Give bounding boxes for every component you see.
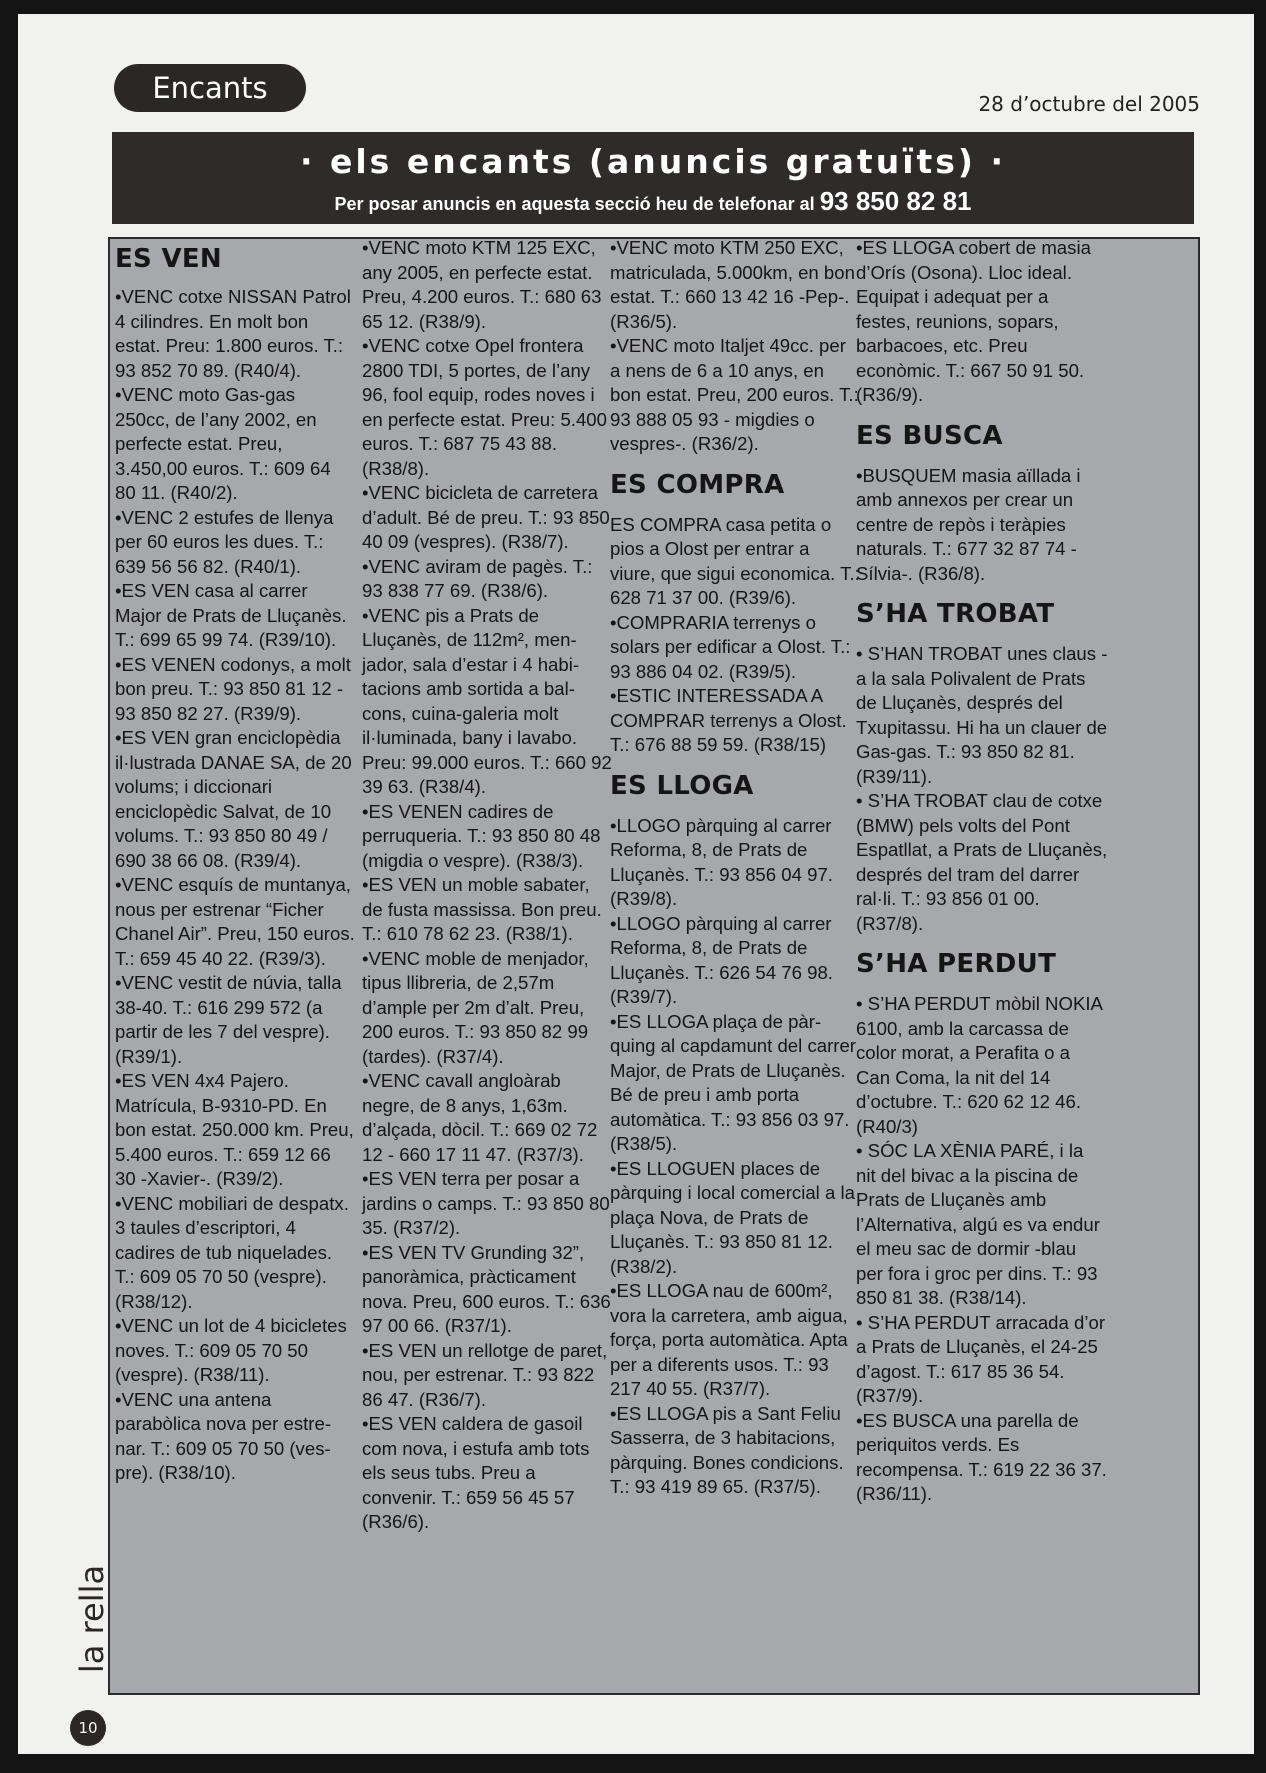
newspaper-page bbox=[18, 14, 1254, 1754]
ad-item: •VENC moto Italjet 49cc. per a nens de 6 a 10 anys, en bon estat. Preu, 200 euros. T.: 93 888 05 93 - migdies o vespres-. (R36/2). bbox=[610, 335, 859, 454]
column-2 bbox=[362, 236, 612, 1535]
ad-item: •ES VEN TV Grunding 32”, panoràmica, pràcticament nova. Preu, 600 euros. T.: 636 97 00 66. (R37/1). bbox=[362, 1241, 611, 1336]
ad-item: •VENC cavall angloàrab negre, de 8 anys, 1,63m. d’alçada, dòcil. T.: 669 02 72 12 - 660 17 11 47. (R37/3). bbox=[362, 1070, 598, 1165]
banner-instructions: Per posar anuncis en aquesta secció heu de telefonar al bbox=[334, 194, 815, 214]
ad-item: •ES VEN casa al carrer Major de Prats de Lluçanès. T.: 699 65 99 74. (R39/10). bbox=[115, 580, 347, 650]
ad-item: •VENC cotxe Opel frontera 2800 TDI, 5 portes, de l’any 96, fool equip, rodes noves i en perfecte estat. Preu: 5.400 euros. T.: 687 75 43 88. (R38/8). bbox=[362, 335, 607, 479]
section-heading-sha-trobat: S’HA TROBAT bbox=[856, 599, 1055, 629]
classifieds-box bbox=[108, 237, 1200, 1695]
ad-item: •VENC esquís de muntanya, nous per estrenar “Ficher Chanel Air”. Preu, 150 euros. T.: 659 45 40 22. (R39/3). bbox=[115, 874, 355, 969]
ad-item: •VENC pis a Prats de Lluçanès, de 112m², menjador, sala d’estar i 4 habitacions amb sortida a balcons, cuina-galeria molt il·luminada, bany i lavabo. Preu: 99.000 euros. T.: 660 92 39 63. (R38/4). bbox=[362, 604, 612, 797]
ad-item: •ES LLOGA nau de 600m², vora la carretera, amb aigua, força, porta automàtica. Apta per a diferents usos. T.: 93 217 40 55. (R37/7). bbox=[610, 1280, 848, 1399]
page-number: 10 bbox=[70, 1710, 106, 1746]
ad-item: •VENC cotxe NISSAN Patrol 4 cilindres. En molt bon estat. Preu: 1.800 euros. T.: 93 852 70 89. (R40/4). bbox=[115, 286, 351, 381]
ad-item: •ES BUSCA una parella de periquitos verds. Es recompensa. T.: 619 22 36 37. (R36/11). bbox=[856, 1409, 1107, 1504]
section-heading-es-compra: ES COMPRA bbox=[610, 469, 785, 500]
ad-item: •VENC mobiliari de despatx. 3 taules d’escriptori, 4 cadires de tub niquelades. T.: 609 05 70 50 (vespre). (R38/12). bbox=[115, 1192, 349, 1312]
classifieds-banner bbox=[112, 132, 1194, 224]
ad-item: •ES VENEN codonys, a molt bon preu. T.: 93 850 81 12 - 93 850 82 27. (R39/9). bbox=[115, 653, 351, 724]
column-1 bbox=[115, 243, 355, 1486]
section-heading-es-lloga: ES LLOGA bbox=[610, 770, 754, 801]
ad-item: •ES LLOGA pis a Sant Feliu Sasserra, de 3 habitacions, pàrquing. Bones condicions. T.: 93 419 89 65. (R37/5). bbox=[610, 1402, 844, 1497]
column-3 bbox=[610, 236, 860, 1500]
ad-item: • S’HA PERDUT mòbil NOKIA 6100, amb la carcassa de color morat, a Perafita o a Can Coma, la nit del 14 d’octubre. T.: 620 62 12 46. (R40/3) bbox=[856, 993, 1102, 1137]
ad-item: •COMPRARIA terrenys o solars per edificar a Olost. T.: 93 886 04 02. (R39/5). bbox=[610, 611, 851, 682]
ad-item: •ESTIC INTERESSADA A COMPRAR terrenys a Olost. T.: 676 88 59 59. (R38/15) bbox=[610, 685, 847, 755]
section-heading-es-busca: ES BUSCA bbox=[856, 420, 1003, 451]
ad-item: •ES LLOGA plaça de pàrquing al capdamunt del carrer Major, de Prats de Lluçanès. Bé de preu i amb porta automàtica. T.: 93 856 03 97. (R38/5). bbox=[610, 1010, 856, 1154]
ad-item: •ES LLOGUEN places de pàrquing i local comercial a la plaça Nova, de Prats de Lluçanès. T.: 93 850 81 12. (R38/2). bbox=[610, 1157, 855, 1277]
column-4 bbox=[856, 236, 1108, 1507]
ad-item: •LLOGO pàrquing al carrer Reforma, 8, de Prats de Lluçanès. T.: 626 54 76 98. (R39/7). bbox=[610, 912, 833, 1007]
ad-item: ES COMPRA casa petita o pios a Olost per entrar a viure, que sigui economica. T.: 628 71 37 00. (R39/6). bbox=[610, 513, 860, 608]
section-label: Encants bbox=[114, 64, 306, 112]
ad-item: • S’HAN TROBAT unes claus -a la sala Polivalent de Prats de Lluçanès, després del Txupitassu. Hi ha un clauer de Gas-gas. T.: 93 850 82 81. (R39/11). bbox=[856, 643, 1108, 787]
section-heading-es-ven: ES VEN bbox=[115, 244, 222, 274]
ad-item: •VENC vestit de núvia, talla 38-40. T.: 616 299 572 (a partir de les 7 del vespre). (R39/1). bbox=[115, 972, 342, 1067]
ad-item: •ES VEN 4x4 Pajero. Matrícula, B-9310-PD. En bon estat. 250.000 km. Preu, 5.400 euros. T.: 659 12 66 30 -Xavier-. (R39/2). bbox=[115, 1070, 354, 1189]
ad-item: • S’HA PERDUT arracada d’or a Prats de Lluçanès, el 24-25 d’agost. T.: 617 85 36 54. (R37/9). bbox=[856, 1311, 1106, 1406]
ad-item: • S’HA TROBAT clau de cotxe (BMW) pels volts del Pont Espatllat, a Prats de Lluçanès, després del tram del darrer ral·li. T.: 93 856 01 00. (R37/8). bbox=[856, 790, 1108, 934]
ad-item: •BUSQUEM masia aïllada i amb annexos per crear un centre de repòs i teràpies naturals. T.: 677 32 87 74 -Sílvia-. (R36/8). bbox=[856, 464, 1081, 584]
ad-item: •VENC un lot de 4 bicicletes noves. T.: 609 05 70 50 (vespre). (R38/11). bbox=[115, 1315, 347, 1385]
ad-item: •VENC moble de menjador, tipus llibreria, de 2,57m d’ample per 2m d’alt. Preu, 200 euros. T.: 93 850 82 99 (tardes). (R37/4). bbox=[362, 947, 589, 1067]
ad-item: •VENC moto KTM 250 EXC, matriculada, 5.000km, en bon estat. T.: 660 13 42 16 -Pep-. (R36/5). bbox=[610, 237, 855, 332]
ad-item: •VENC 2 estufes de llenya per 60 euros les dues. T.: 639 56 56 82. (R40/1). bbox=[115, 506, 334, 577]
issue-date: 28 d’octubre del 2005 bbox=[978, 92, 1200, 116]
ad-item: •ES LLOGA cobert de masia d’Orís (Osona). Lloc ideal. Equipat i adequat per a festes, reunions, sopars, barbacoes, etc. Preu econòmic. T.: 667 50 91 50. (R36/9). bbox=[856, 237, 1091, 405]
ad-item: •ES VEN un moble sabater, de fusta massissa. Bon preu. T.: 610 78 62 23. (R38/1). bbox=[362, 874, 602, 944]
ad-item: •VENC bicicleta de carretera d’adult. Bé de preu. T.: 93 850 40 09 (vespres). (R38/7). bbox=[362, 482, 610, 552]
publication-name bbox=[72, 1514, 112, 1724]
ad-item: •VENC moto KTM 125 EXC, any 2005, en perfecte estat. Preu, 4.200 euros. T.: 680 63 65 12. (R38/9). bbox=[362, 237, 602, 332]
ad-item: •VENC moto Gas-gas 250cc, de l’any 2002, en perfecte estat. Preu, 3.450,00 euros. T.: 609 64 80 11. (R40/2). bbox=[115, 384, 331, 503]
ad-item: •ES VENEN cadires de perruqueria. T.: 93 850 80 48 (migdia o vespre). (R38/3). bbox=[362, 800, 601, 871]
publication-name-text: la rella bbox=[73, 1564, 111, 1674]
ad-item: •ES VEN gran enciclopèdia il·lustrada DANAE SA, de 20 volums; i diccionari enciclopèdic Salvat, de 10 volums. T.: 93 850 80 49 / 690 38 66 08. (R39/4). bbox=[115, 727, 352, 871]
ad-item: •VENC una antena parabòlica nova per estrenar. T.: 609 05 70 50 (vespre). (R38/10). bbox=[115, 1388, 332, 1483]
ad-item: •VENC aviram de pagès. T.: 93 838 77 69. (R38/6). bbox=[362, 555, 593, 601]
banner-title: · els encants (anuncis gratuïts) · bbox=[299, 142, 1007, 181]
ad-item: •ES VEN un rellotge de paret, nou, per estrenar. T.: 93 822 86 47. (R36/7). bbox=[362, 1339, 608, 1410]
section-heading-sha-perdut: S’HA PERDUT bbox=[856, 949, 1057, 979]
ad-item: •LLOGO pàrquing al carrer Reforma, 8, de Prats de Lluçanès. T.: 93 856 04 97. (R39/8). bbox=[610, 814, 833, 909]
ad-item: • SÓC LA XÈNIA PARÉ, i la nit del bivac a la piscina de Prats de Lluçanès amb l’Alternativa, algú es va endur el meu sac de dormir -blau per fora i groc per dins. T.: 93 850 81 38. (R38/14). bbox=[856, 1140, 1100, 1308]
ad-item: •ES VEN caldera de gasoil com nova, i estufa amb tots els seus tubs. Preu a convenir. T.: 659 56 45 57 (R36/6). bbox=[362, 1413, 590, 1532]
banner-subtitle bbox=[112, 184, 1194, 221]
ad-item: •ES VEN terra per posar a jardins o camps. T.: 93 850 80 35. (R37/2). bbox=[362, 1168, 610, 1238]
banner-phone: 93 850 82 81 bbox=[819, 186, 972, 216]
